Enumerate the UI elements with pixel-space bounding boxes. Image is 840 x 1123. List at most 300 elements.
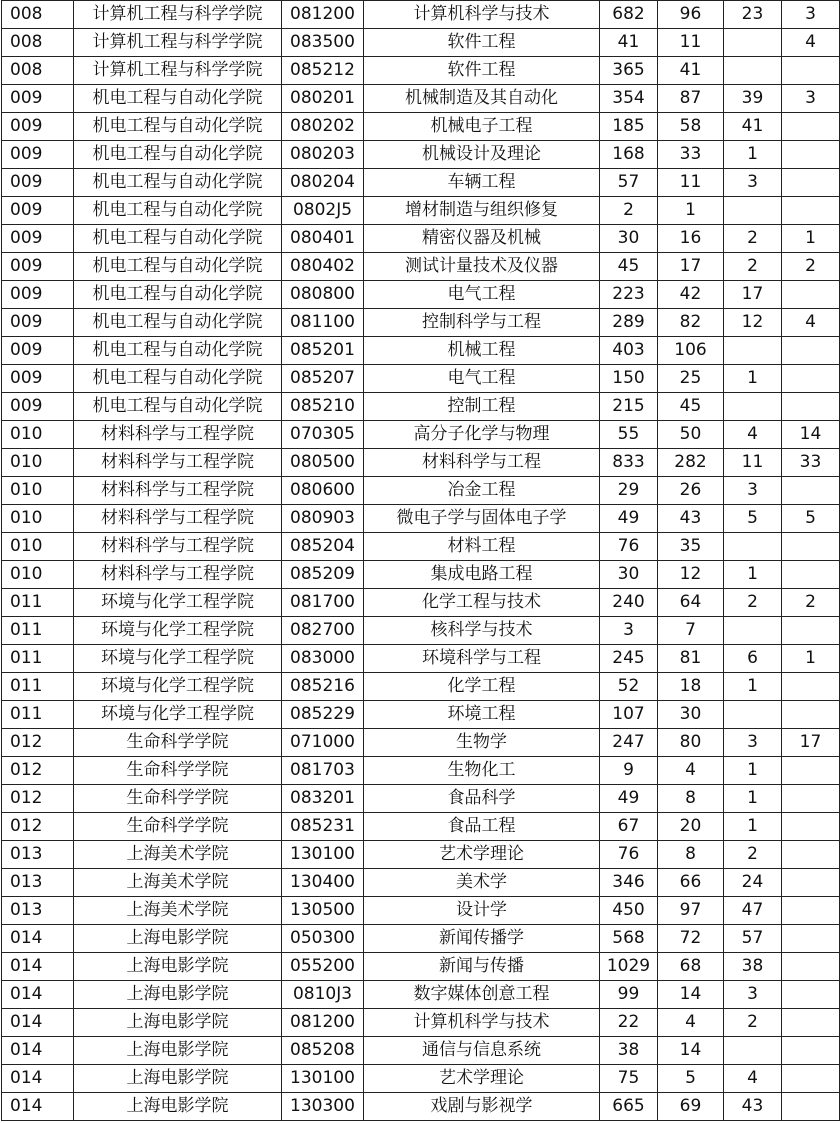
major-name-cell: 机械制造及其自动化 <box>364 85 600 113</box>
major-code-cell: 081700 <box>282 589 364 617</box>
col-8-cell: 33 <box>782 449 840 477</box>
col-8-cell: 14 <box>782 421 840 449</box>
admitted-cell: 43 <box>658 505 724 533</box>
dept-name-cell: 材料科学与工程学院 <box>74 477 282 505</box>
dept-code-cell: 011 <box>2 701 74 729</box>
major-code-cell: 080202 <box>282 113 364 141</box>
admitted-cell: 97 <box>658 897 724 925</box>
applicants-cell: 245 <box>600 645 658 673</box>
col-8-cell <box>782 701 840 729</box>
applicants-cell: 30 <box>600 225 658 253</box>
applicants-cell: 240 <box>600 589 658 617</box>
table-row <box>2 57 840 85</box>
major-name-cell: 电气工程 <box>364 281 600 309</box>
major-name-cell: 计算机科学与技术 <box>364 1009 600 1037</box>
col-7-cell: 24 <box>724 869 782 897</box>
table-row <box>2 85 840 113</box>
major-name-cell: 生物化工 <box>364 757 600 785</box>
major-code-cell: 080201 <box>282 85 364 113</box>
major-code-cell: 083201 <box>282 785 364 813</box>
admitted-cell: 12 <box>658 561 724 589</box>
major-name-cell: 增材制造与组织修复 <box>364 197 600 225</box>
table-row <box>2 309 840 337</box>
col-8-cell: 5 <box>782 505 840 533</box>
major-name-cell: 新闻与传播 <box>364 953 600 981</box>
col-7-cell <box>724 57 782 85</box>
major-code-cell: 130100 <box>282 841 364 869</box>
col-8-cell <box>782 561 840 589</box>
major-code-cell: 080402 <box>282 253 364 281</box>
admitted-cell: 18 <box>658 673 724 701</box>
admitted-cell: 14 <box>658 1037 724 1065</box>
col-8-cell <box>782 757 840 785</box>
dept-code-cell: 010 <box>2 477 74 505</box>
dept-name-cell: 生命科学学院 <box>74 757 282 785</box>
table-row <box>2 673 840 701</box>
dept-code-cell: 012 <box>2 785 74 813</box>
dept-code-cell: 010 <box>2 449 74 477</box>
applicants-cell: 1029 <box>600 953 658 981</box>
major-name-cell: 化学工程 <box>364 673 600 701</box>
major-name-cell: 高分子化学与物理 <box>364 421 600 449</box>
col-8-cell <box>782 197 840 225</box>
major-code-cell: 055200 <box>282 953 364 981</box>
dept-code-cell: 012 <box>2 757 74 785</box>
applicants-cell: 568 <box>600 925 658 953</box>
dept-code-cell: 008 <box>2 57 74 85</box>
table-row <box>2 421 840 449</box>
col-8-cell <box>782 981 840 1009</box>
table-body <box>2 1 840 1121</box>
dept-code-cell: 010 <box>2 421 74 449</box>
dept-name-cell: 机电工程与自动化学院 <box>74 225 282 253</box>
dept-name-cell: 计算机工程与科学学院 <box>74 29 282 57</box>
table-row <box>2 1009 840 1037</box>
admitted-cell: 8 <box>658 785 724 813</box>
admitted-cell: 68 <box>658 953 724 981</box>
major-name-cell: 食品工程 <box>364 813 600 841</box>
col-8-cell <box>782 337 840 365</box>
table-row <box>2 925 840 953</box>
major-code-cell: 080500 <box>282 449 364 477</box>
dept-name-cell: 机电工程与自动化学院 <box>74 393 282 421</box>
dept-name-cell: 计算机工程与科学学院 <box>74 57 282 85</box>
applicants-cell: 49 <box>600 505 658 533</box>
table-row <box>2 785 840 813</box>
major-code-cell: 080203 <box>282 141 364 169</box>
admitted-cell: 82 <box>658 309 724 337</box>
dept-name-cell: 机电工程与自动化学院 <box>74 85 282 113</box>
major-code-cell: 085210 <box>282 393 364 421</box>
table-row <box>2 533 840 561</box>
dept-code-cell: 011 <box>2 645 74 673</box>
major-code-cell: 081200 <box>282 1009 364 1037</box>
applicants-cell: 215 <box>600 393 658 421</box>
admitted-cell: 26 <box>658 477 724 505</box>
table-row <box>2 1037 840 1065</box>
table-row <box>2 897 840 925</box>
major-name-cell: 化学工程与技术 <box>364 589 600 617</box>
col-8-cell <box>782 785 840 813</box>
dept-code-cell: 009 <box>2 113 74 141</box>
major-code-cell: 080903 <box>282 505 364 533</box>
dept-name-cell: 机电工程与自动化学院 <box>74 281 282 309</box>
dept-name-cell: 上海电影学院 <box>74 1065 282 1093</box>
dept-name-cell: 环境与化学工程学院 <box>74 645 282 673</box>
dept-name-cell: 材料科学与工程学院 <box>74 421 282 449</box>
applicants-cell: 247 <box>600 729 658 757</box>
col-7-cell: 2 <box>724 1009 782 1037</box>
major-name-cell: 艺术学理论 <box>364 1065 600 1093</box>
major-name-cell: 控制科学与工程 <box>364 309 600 337</box>
dept-code-cell: 009 <box>2 169 74 197</box>
applicants-cell: 682 <box>600 1 658 29</box>
major-code-cell: 085231 <box>282 813 364 841</box>
major-name-cell: 机械电子工程 <box>364 113 600 141</box>
admitted-cell: 8 <box>658 841 724 869</box>
major-name-cell: 机械工程 <box>364 337 600 365</box>
dept-code-cell: 009 <box>2 393 74 421</box>
col-8-cell <box>782 869 840 897</box>
applicants-cell: 450 <box>600 897 658 925</box>
admitted-cell: 81 <box>658 645 724 673</box>
table-row <box>2 29 840 57</box>
col-8-cell <box>782 953 840 981</box>
major-code-cell: 085204 <box>282 533 364 561</box>
admitted-cell: 25 <box>658 365 724 393</box>
col-8-cell <box>782 477 840 505</box>
admitted-cell: 72 <box>658 925 724 953</box>
dept-code-cell: 009 <box>2 281 74 309</box>
col-7-cell: 2 <box>724 253 782 281</box>
dept-name-cell: 上海电影学院 <box>74 925 282 953</box>
admitted-cell: 4 <box>658 1009 724 1037</box>
dept-name-cell: 机电工程与自动化学院 <box>74 169 282 197</box>
major-name-cell: 生物学 <box>364 729 600 757</box>
col-8-cell <box>782 1037 840 1065</box>
col-7-cell: 39 <box>724 85 782 113</box>
major-code-cell: 085229 <box>282 701 364 729</box>
applicants-cell: 403 <box>600 337 658 365</box>
dept-code-cell: 011 <box>2 617 74 645</box>
table-row <box>2 617 840 645</box>
applicants-cell: 45 <box>600 253 658 281</box>
applicants-cell: 57 <box>600 169 658 197</box>
admitted-cell: 42 <box>658 281 724 309</box>
col-7-cell: 1 <box>724 365 782 393</box>
col-7-cell <box>724 197 782 225</box>
col-7-cell: 2 <box>724 225 782 253</box>
major-code-cell: 080401 <box>282 225 364 253</box>
dept-name-cell: 材料科学与工程学院 <box>74 561 282 589</box>
major-name-cell: 车辆工程 <box>364 169 600 197</box>
table-row <box>2 701 840 729</box>
dept-name-cell: 机电工程与自动化学院 <box>74 337 282 365</box>
major-code-cell: 081200 <box>282 1 364 29</box>
admitted-cell: 45 <box>658 393 724 421</box>
dept-code-cell: 012 <box>2 729 74 757</box>
major-name-cell: 核科学与技术 <box>364 617 600 645</box>
major-name-cell: 测试计量技术及仪器 <box>364 253 600 281</box>
dept-code-cell: 013 <box>2 897 74 925</box>
table-row <box>2 813 840 841</box>
major-name-cell: 戏剧与影视学 <box>364 1093 600 1121</box>
major-code-cell: 071000 <box>282 729 364 757</box>
dept-code-cell: 009 <box>2 309 74 337</box>
col-7-cell: 12 <box>724 309 782 337</box>
dept-name-cell: 环境与化学工程学院 <box>74 589 282 617</box>
major-code-cell: 085207 <box>282 365 364 393</box>
table-row <box>2 1 840 29</box>
major-code-cell: 130300 <box>282 1093 364 1121</box>
applicants-cell: 346 <box>600 869 658 897</box>
major-code-cell: 080600 <box>282 477 364 505</box>
major-code-cell: 081100 <box>282 309 364 337</box>
major-name-cell: 软件工程 <box>364 57 600 85</box>
col-7-cell <box>724 1037 782 1065</box>
applicants-cell: 29 <box>600 477 658 505</box>
col-7-cell: 3 <box>724 729 782 757</box>
dept-name-cell: 机电工程与自动化学院 <box>74 253 282 281</box>
table-row <box>2 477 840 505</box>
col-8-cell <box>782 841 840 869</box>
table-row <box>2 869 840 897</box>
dept-name-cell: 机电工程与自动化学院 <box>74 141 282 169</box>
dept-name-cell: 材料科学与工程学院 <box>74 505 282 533</box>
col-7-cell <box>724 701 782 729</box>
applicants-cell: 185 <box>600 113 658 141</box>
dept-name-cell: 上海美术学院 <box>74 869 282 897</box>
col-7-cell: 5 <box>724 505 782 533</box>
major-code-cell: 080800 <box>282 281 364 309</box>
admitted-cell: 96 <box>658 1 724 29</box>
major-code-cell: 082700 <box>282 617 364 645</box>
admitted-cell: 14 <box>658 981 724 1009</box>
col-8-cell <box>782 365 840 393</box>
col-8-cell <box>782 1065 840 1093</box>
col-8-cell: 4 <box>782 29 840 57</box>
major-code-cell: 050300 <box>282 925 364 953</box>
dept-name-cell: 机电工程与自动化学院 <box>74 365 282 393</box>
table-row <box>2 169 840 197</box>
col-7-cell: 2 <box>724 841 782 869</box>
table-row <box>2 393 840 421</box>
dept-name-cell: 上海美术学院 <box>74 897 282 925</box>
admitted-cell: 87 <box>658 85 724 113</box>
admitted-cell: 58 <box>658 113 724 141</box>
col-7-cell: 3 <box>724 477 782 505</box>
col-7-cell: 1 <box>724 785 782 813</box>
major-name-cell: 艺术学理论 <box>364 841 600 869</box>
col-8-cell <box>782 113 840 141</box>
major-name-cell: 美术学 <box>364 869 600 897</box>
col-8-cell <box>782 813 840 841</box>
applicants-cell: 289 <box>600 309 658 337</box>
col-8-cell <box>782 57 840 85</box>
admitted-cell: 106 <box>658 337 724 365</box>
dept-code-cell: 014 <box>2 1093 74 1121</box>
table-row <box>2 841 840 869</box>
table-row <box>2 449 840 477</box>
table-row <box>2 953 840 981</box>
major-code-cell: 085216 <box>282 673 364 701</box>
major-name-cell: 控制工程 <box>364 393 600 421</box>
admitted-cell: 66 <box>658 869 724 897</box>
dept-name-cell: 生命科学学院 <box>74 813 282 841</box>
major-code-cell: 085208 <box>282 1037 364 1065</box>
admitted-cell: 17 <box>658 253 724 281</box>
dept-name-cell: 机电工程与自动化学院 <box>74 197 282 225</box>
admitted-cell: 35 <box>658 533 724 561</box>
table-row <box>2 757 840 785</box>
applicants-cell: 223 <box>600 281 658 309</box>
admitted-cell: 50 <box>658 421 724 449</box>
dept-name-cell: 上海美术学院 <box>74 841 282 869</box>
col-7-cell: 43 <box>724 1093 782 1121</box>
col-7-cell <box>724 533 782 561</box>
applicants-cell: 30 <box>600 561 658 589</box>
dept-code-cell: 014 <box>2 1009 74 1037</box>
col-8-cell <box>782 1009 840 1037</box>
col-7-cell: 6 <box>724 645 782 673</box>
col-7-cell: 23 <box>724 1 782 29</box>
dept-code-cell: 011 <box>2 673 74 701</box>
applicants-cell: 52 <box>600 673 658 701</box>
dept-name-cell: 环境与化学工程学院 <box>74 701 282 729</box>
col-7-cell: 47 <box>724 897 782 925</box>
col-7-cell: 1 <box>724 561 782 589</box>
col-8-cell: 1 <box>782 225 840 253</box>
applicants-cell: 833 <box>600 449 658 477</box>
dept-code-cell: 014 <box>2 981 74 1009</box>
dept-code-cell: 009 <box>2 337 74 365</box>
table-row <box>2 365 840 393</box>
col-8-cell <box>782 141 840 169</box>
dept-code-cell: 009 <box>2 253 74 281</box>
dept-name-cell: 上海电影学院 <box>74 1093 282 1121</box>
major-name-cell: 电气工程 <box>364 365 600 393</box>
dept-code-cell: 008 <box>2 29 74 57</box>
applicants-cell: 49 <box>600 785 658 813</box>
major-name-cell: 环境科学与工程 <box>364 645 600 673</box>
dept-name-cell: 上海电影学院 <box>74 953 282 981</box>
applicants-cell: 67 <box>600 813 658 841</box>
col-7-cell: 41 <box>724 113 782 141</box>
dept-code-cell: 011 <box>2 589 74 617</box>
col-8-cell: 1 <box>782 645 840 673</box>
applicants-cell: 150 <box>600 365 658 393</box>
major-name-cell: 设计学 <box>364 897 600 925</box>
dept-name-cell: 计算机工程与科学学院 <box>74 1 282 29</box>
col-8-cell <box>782 169 840 197</box>
col-7-cell: 4 <box>724 421 782 449</box>
major-name-cell: 微电子学与固体电子学 <box>364 505 600 533</box>
col-7-cell: 1 <box>724 813 782 841</box>
admitted-cell: 64 <box>658 589 724 617</box>
applicants-cell: 99 <box>600 981 658 1009</box>
table-row <box>2 1093 840 1121</box>
admitted-cell: 1 <box>658 197 724 225</box>
admitted-cell: 7 <box>658 617 724 645</box>
admitted-cell: 30 <box>658 701 724 729</box>
col-8-cell: 3 <box>782 85 840 113</box>
col-7-cell: 57 <box>724 925 782 953</box>
dept-name-cell: 环境与化学工程学院 <box>74 673 282 701</box>
dept-name-cell: 生命科学学院 <box>74 729 282 757</box>
major-code-cell: 0802J5 <box>282 197 364 225</box>
col-8-cell: 3 <box>782 1 840 29</box>
col-7-cell: 11 <box>724 449 782 477</box>
admitted-cell: 33 <box>658 141 724 169</box>
dept-code-cell: 008 <box>2 1 74 29</box>
dept-code-cell: 009 <box>2 365 74 393</box>
dept-name-cell: 上海电影学院 <box>74 981 282 1009</box>
applicants-cell: 3 <box>600 617 658 645</box>
col-7-cell: 3 <box>724 169 782 197</box>
major-code-cell: 081703 <box>282 757 364 785</box>
major-code-cell: 080204 <box>282 169 364 197</box>
admitted-cell: 11 <box>658 29 724 57</box>
col-7-cell: 1 <box>724 673 782 701</box>
table-row <box>2 113 840 141</box>
applicants-cell: 41 <box>600 29 658 57</box>
dept-code-cell: 009 <box>2 141 74 169</box>
table-row <box>2 729 840 757</box>
col-7-cell: 38 <box>724 953 782 981</box>
col-8-cell <box>782 897 840 925</box>
table-row <box>2 253 840 281</box>
admitted-cell: 5 <box>658 1065 724 1093</box>
applicants-cell: 9 <box>600 757 658 785</box>
col-7-cell: 1 <box>724 141 782 169</box>
admitted-cell: 41 <box>658 57 724 85</box>
table-row <box>2 225 840 253</box>
applicants-cell: 22 <box>600 1009 658 1037</box>
major-name-cell: 机械设计及理论 <box>364 141 600 169</box>
applicants-cell: 76 <box>600 533 658 561</box>
dept-name-cell: 材料科学与工程学院 <box>74 533 282 561</box>
major-name-cell: 新闻传播学 <box>364 925 600 953</box>
dept-name-cell: 环境与化学工程学院 <box>74 617 282 645</box>
col-8-cell <box>782 617 840 645</box>
applicants-cell: 38 <box>600 1037 658 1065</box>
dept-code-cell: 009 <box>2 85 74 113</box>
admitted-cell: 282 <box>658 449 724 477</box>
dept-code-cell: 010 <box>2 505 74 533</box>
admitted-cell: 11 <box>658 169 724 197</box>
col-8-cell: 2 <box>782 589 840 617</box>
admitted-cell: 69 <box>658 1093 724 1121</box>
admitted-cell: 80 <box>658 729 724 757</box>
applicants-cell: 55 <box>600 421 658 449</box>
col-7-cell: 4 <box>724 1065 782 1093</box>
table-row <box>2 981 840 1009</box>
major-name-cell: 数字媒体创意工程 <box>364 981 600 1009</box>
major-code-cell: 130100 <box>282 1065 364 1093</box>
col-7-cell <box>724 393 782 421</box>
col-7-cell: 1 <box>724 757 782 785</box>
applicants-cell: 365 <box>600 57 658 85</box>
col-8-cell <box>782 925 840 953</box>
col-7-cell: 2 <box>724 589 782 617</box>
col-8-cell <box>782 673 840 701</box>
major-name-cell: 材料科学与工程 <box>364 449 600 477</box>
table-row <box>2 281 840 309</box>
major-code-cell: 130400 <box>282 869 364 897</box>
col-8-cell <box>782 393 840 421</box>
dept-code-cell: 010 <box>2 561 74 589</box>
dept-name-cell: 机电工程与自动化学院 <box>74 113 282 141</box>
